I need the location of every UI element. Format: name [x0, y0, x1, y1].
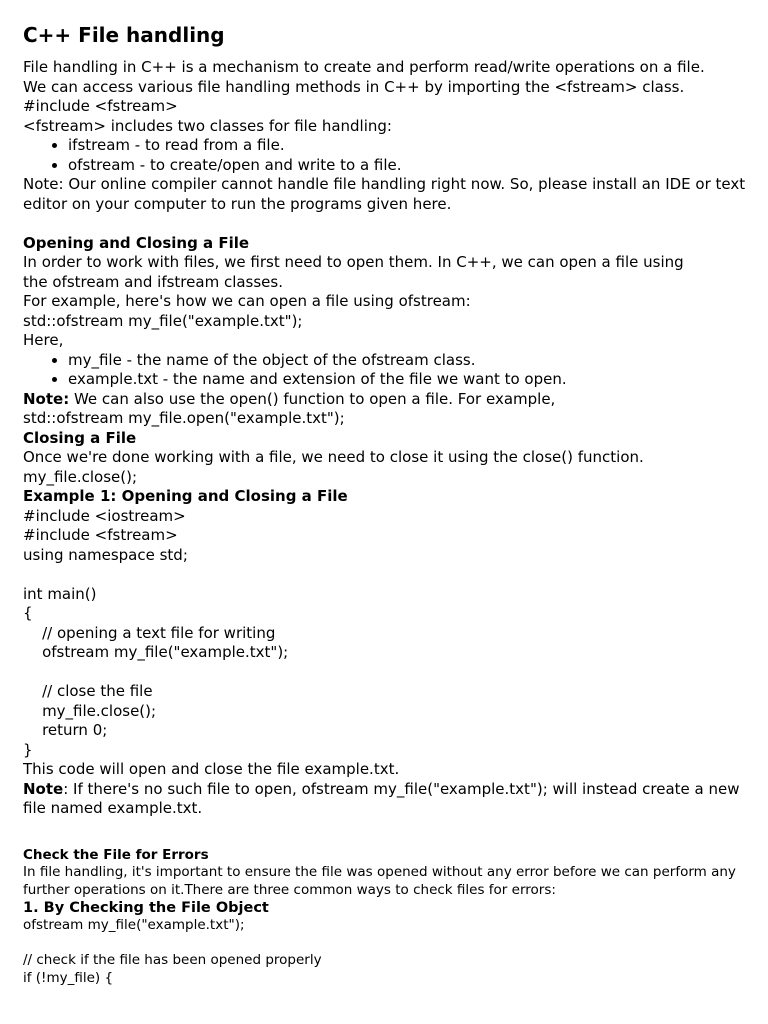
example1-code-block: #include <iostream> #include <fstream> using namespace std; int main() { // opening a text file for writing ofstream my_file("example.txt"); // close the file my_file.close(); return 0; }	[23, 506, 289, 759]
opening-example-intro: For example, here's how we can open a file using ofstream:	[23, 292, 471, 310]
intro-note: Note: Our online compiler cannot handle file handling right now. So, please install an IDE or text editor on your computer to run the programs given here.	[23, 175, 746, 213]
list-item: • my_file - the name of the object of the ofstream class.	[68, 351, 748, 371]
errors-heading: Check the File for Errors	[23, 846, 209, 863]
closing-heading: Closing a File	[23, 428, 137, 447]
intro-line: File handling in C++ is a mechanism to create and perform read/write operations on a file.	[23, 58, 705, 76]
code-open-function: std::ofstream my_file.open("example.txt");	[23, 409, 345, 427]
page-title: C++ File handling	[23, 23, 225, 47]
code-close-file: my_file.close();	[23, 467, 137, 486]
example1-heading: Example 1: Opening and Closing a File	[23, 487, 348, 505]
errors-subheading: 1. By Checking the File Object	[23, 900, 269, 916]
intro-line: We can access various file handling methods in C++ by importing the <fstream> class.	[23, 77, 685, 96]
stream-class-list	[23, 136, 748, 175]
list-item: • ifstream - to read from a file.	[68, 136, 748, 156]
intro-line: #include <fstream>	[23, 97, 178, 115]
open-function-note	[23, 390, 748, 410]
opening-heading: Opening and Closing a File	[23, 233, 250, 252]
example1-note	[23, 780, 748, 819]
code-open-file: std::ofstream my_file("example.txt");	[23, 311, 303, 330]
errors-code-block: ofstream my_file("example.txt"); // check if the file has been opened properly if (!my_file) {	[23, 917, 322, 986]
note-label: Note	[23, 779, 64, 798]
note-label: Note:	[23, 389, 70, 408]
example1-result: This code will open and close the file example.txt.	[23, 760, 400, 778]
opening-paragraph: In order to work with files, we first need to open them. In C++, we can open a file using the ofstream and ifstream classes.	[23, 253, 684, 291]
closing-paragraph: Once we're done working with a file, we need to close it using the close() function.	[23, 448, 644, 466]
list-item: • example.txt - the name and extension of the file we want to open.	[68, 370, 748, 390]
errors-paragraph: In file handling, it's important to ensure the file was opened without any error before we can perform any further operations on it.There are three common ways to check files for errors:	[23, 864, 736, 898]
object-explanation-list	[23, 351, 748, 390]
intro-section	[23, 58, 748, 819]
note-text: We can also use the open() function to open a file. For example,	[69, 389, 556, 408]
intro-line: <fstream> includes two classes for file handling:	[23, 116, 392, 135]
here-label: Here,	[23, 331, 64, 349]
list-item: • ofstream - to create/open and write to a file.	[68, 156, 748, 176]
errors-section	[23, 847, 748, 988]
note-text: : If there's no such file to open, ofstream my_file("example.txt"); will instead create a new file named example.txt.	[23, 779, 740, 817]
